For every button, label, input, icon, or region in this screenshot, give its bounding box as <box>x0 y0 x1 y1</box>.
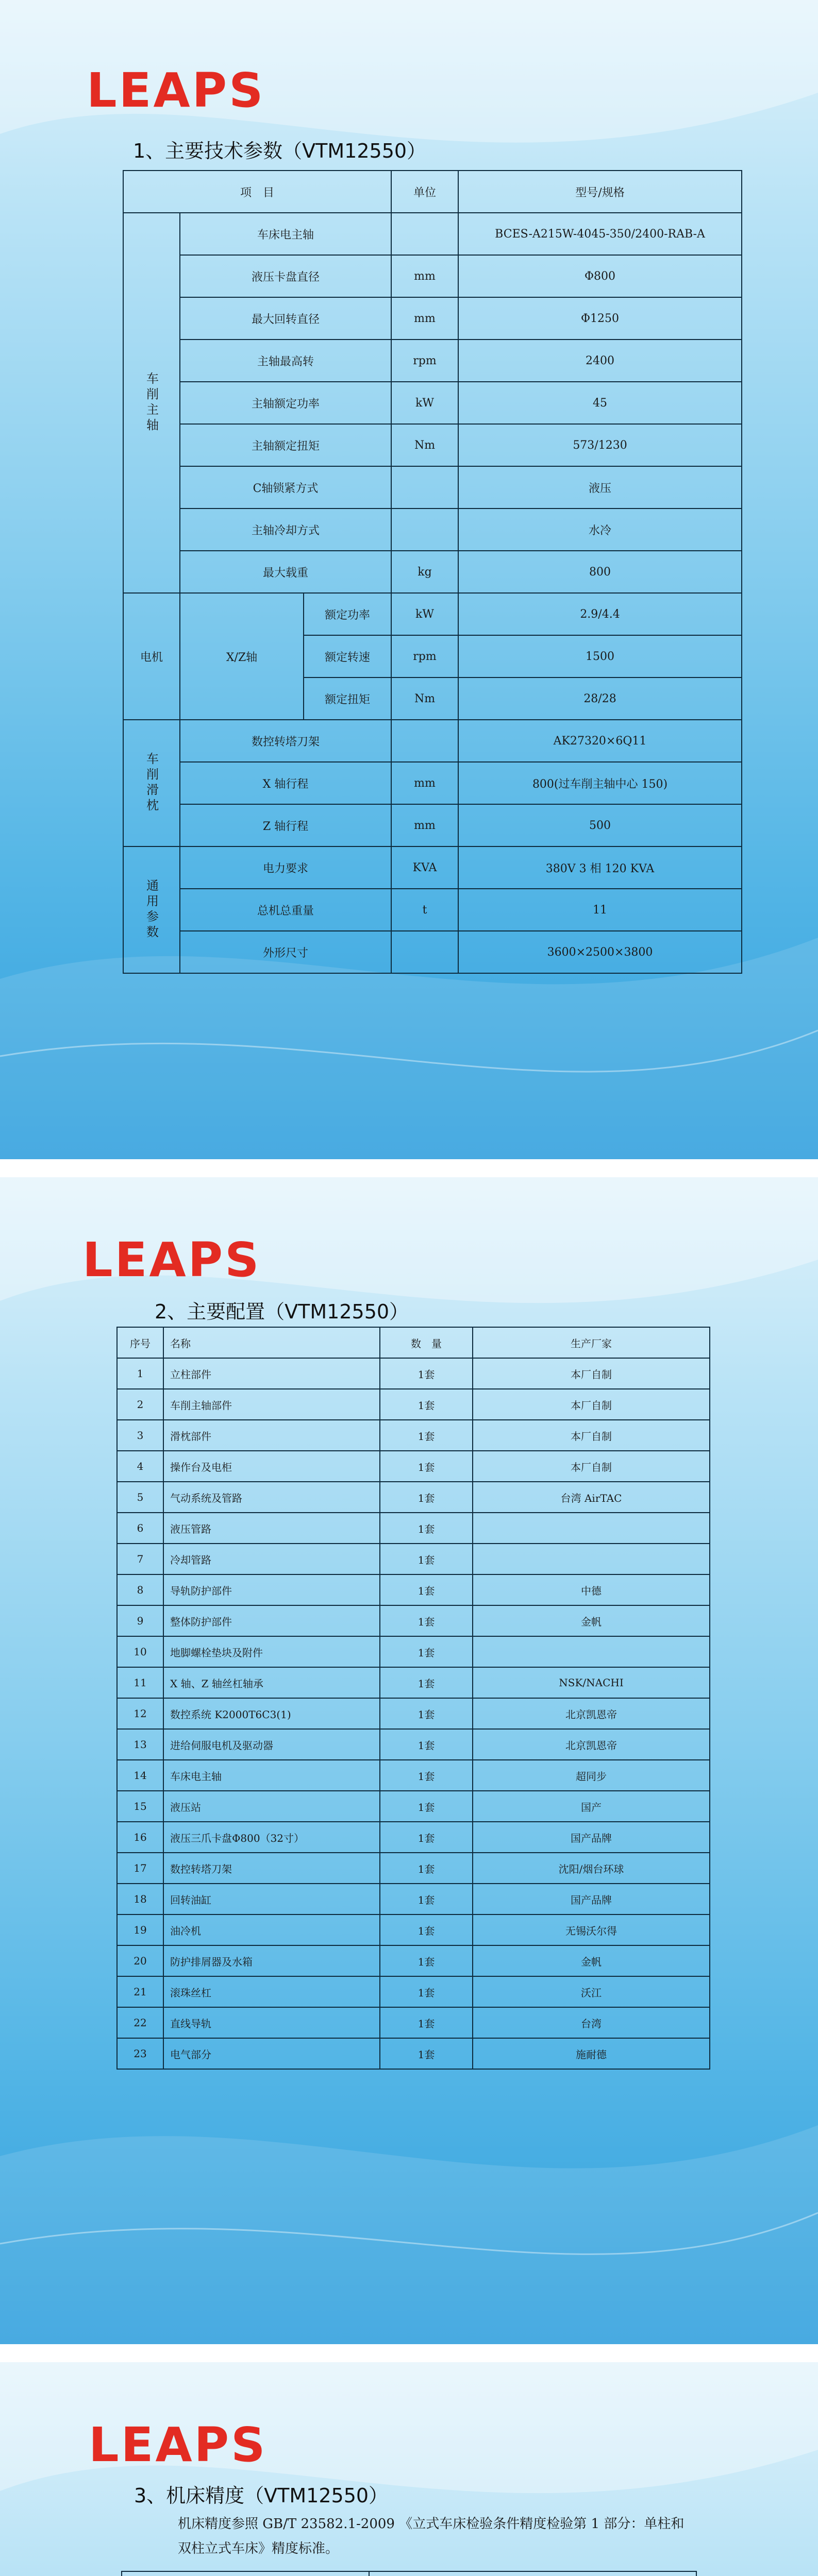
param-name: C轴锁紧方式 <box>180 466 391 509</box>
component-name: 防护排屑器及水箱 <box>163 1945 380 1976</box>
component-name: 数控转塔刀架 <box>163 1853 380 1884</box>
component-name: 滑枕部件 <box>163 1420 380 1451</box>
param-name: 最大载重 <box>180 551 391 593</box>
table-row <box>123 509 742 551</box>
table-row <box>117 1853 710 1884</box>
component-maker: 北京凯恩帝 <box>473 1698 710 1729</box>
component-maker: 台湾 AirTAC <box>473 1482 710 1513</box>
param-name: 额定扭矩 <box>304 677 391 720</box>
component-name: 直线导轨 <box>163 2007 380 2038</box>
param-name: 总机总重量 <box>180 889 391 931</box>
component-maker: 国产品牌 <box>473 1822 710 1853</box>
component-maker: 中德 <box>473 1574 710 1605</box>
param-spec: 2400 <box>458 340 742 382</box>
param-spec: 45 <box>458 382 742 424</box>
panel-configuration <box>0 1177 818 2344</box>
row-number: 10 <box>117 1636 163 1667</box>
param-unit: mm <box>391 762 458 804</box>
row-number: 4 <box>117 1451 163 1482</box>
param-unit: rpm <box>391 635 458 677</box>
param-unit: Nm <box>391 677 458 720</box>
row-number: 13 <box>117 1729 163 1760</box>
component-qty: 1套 <box>380 1760 473 1791</box>
component-maker: 无锡沃尔得 <box>473 1914 710 1945</box>
param-spec: BCES-A215W-4045-350/2400-RAB-A <box>458 213 742 255</box>
param-name: 最大回转直径 <box>180 297 391 340</box>
component-maker: 国产 <box>473 1791 710 1822</box>
component-maker: 本厂自制 <box>473 1389 710 1420</box>
table-row <box>123 889 742 931</box>
component-maker: 超同步 <box>473 1760 710 1791</box>
param-name: 车床电主轴 <box>180 213 391 255</box>
table-row <box>123 804 742 846</box>
table-row <box>123 931 742 973</box>
table-row <box>117 1822 710 1853</box>
row-number: 17 <box>117 1853 163 1884</box>
table-row <box>123 593 742 635</box>
component-maker: 本厂自制 <box>473 1451 710 1482</box>
table-row <box>123 213 742 255</box>
component-qty: 1套 <box>380 1698 473 1729</box>
table-row <box>117 1914 710 1945</box>
table-row <box>123 255 742 297</box>
motor-sub-axis: X/Z轴 <box>180 593 304 720</box>
component-qty: 1套 <box>380 1791 473 1822</box>
table-row <box>117 1574 710 1605</box>
component-qty: 1套 <box>380 1420 473 1451</box>
param-spec: 3600×2500×3800 <box>458 931 742 973</box>
component-maker: NSK/NACHI <box>473 1667 710 1698</box>
precision-intro: 机床精度参照 GB/T 23582.1-2009 《立式车床检验条件精度检验第 1 部分：单柱和双柱立式车床》精度标准。 <box>178 2516 685 2556</box>
panel-technical-params <box>0 0 818 1159</box>
header-spec: 型号/规格 <box>458 171 742 213</box>
group-spindle: 车削主轴 <box>123 213 180 593</box>
param-spec: 500 <box>458 804 742 846</box>
table-row <box>117 1698 710 1729</box>
table-row <box>117 2038 710 2069</box>
header-item <box>122 2571 369 2576</box>
row-number: 23 <box>117 2038 163 2069</box>
param-unit: mm <box>391 297 458 340</box>
param-unit: KVA <box>391 846 458 889</box>
component-maker: 本厂自制 <box>473 1420 710 1451</box>
group-general: 通用参数 <box>123 846 180 973</box>
component-qty: 1套 <box>380 1667 473 1698</box>
table-row <box>123 762 742 804</box>
param-name: 主轴冷却方式 <box>180 509 391 551</box>
row-number: 5 <box>117 1482 163 1513</box>
component-name: 立柱部件 <box>163 1358 380 1389</box>
component-name: 导轨防护部件 <box>163 1574 380 1605</box>
row-number: 8 <box>117 1574 163 1605</box>
table-row <box>117 2007 710 2038</box>
component-name: 油冷机 <box>163 1914 380 1945</box>
param-spec: 水冷 <box>458 509 742 551</box>
component-maker: 沃江 <box>473 1976 710 2007</box>
component-qty: 1套 <box>380 2007 473 2038</box>
precision-table <box>121 2571 697 2576</box>
table-row <box>117 1760 710 1791</box>
component-qty: 1套 <box>380 1482 473 1513</box>
row-number: 21 <box>117 1976 163 2007</box>
param-spec: 573/1230 <box>458 424 742 466</box>
table-row <box>117 1389 710 1420</box>
component-qty: 1套 <box>380 1451 473 1482</box>
row-number: 6 <box>117 1513 163 1544</box>
component-qty: 1套 <box>380 1945 473 1976</box>
component-name: 车削主轴部件 <box>163 1389 380 1420</box>
component-name: 整体防护部件 <box>163 1605 380 1636</box>
row-number: 15 <box>117 1791 163 1822</box>
component-name: 地脚螺栓垫块及附件 <box>163 1636 380 1667</box>
component-qty: 1套 <box>380 1389 473 1420</box>
row-number: 22 <box>117 2007 163 2038</box>
param-name: 额定功率 <box>304 593 391 635</box>
component-name: 车床电主轴 <box>163 1760 380 1791</box>
param-spec: Φ800 <box>458 255 742 297</box>
table-row <box>117 1976 710 2007</box>
component-qty: 1套 <box>380 1884 473 1914</box>
table-row <box>123 720 742 762</box>
component-maker: 本厂自制 <box>473 1358 710 1389</box>
component-qty: 1套 <box>380 1853 473 1884</box>
technical-params-table <box>123 170 742 974</box>
row-number: 12 <box>117 1698 163 1729</box>
component-qty: 1套 <box>380 1822 473 1853</box>
component-maker <box>473 1544 710 1574</box>
component-qty: 1套 <box>380 1729 473 1760</box>
table-row <box>117 1420 710 1451</box>
row-number: 7 <box>117 1544 163 1574</box>
param-spec: AK27320×6Q11 <box>458 720 742 762</box>
row-number: 16 <box>117 1822 163 1853</box>
component-qty: 1套 <box>380 1574 473 1605</box>
param-unit: t <box>391 889 458 931</box>
section-title: 1、主要技术参数（VTM12550） <box>133 140 427 162</box>
param-name: Z 轴行程 <box>180 804 391 846</box>
group-motor: 电机 <box>123 593 180 720</box>
param-spec: 380V 3 相 120 KVA <box>458 846 742 889</box>
table-row <box>123 382 742 424</box>
component-maker: 金帆 <box>473 1945 710 1976</box>
component-maker: 施耐德 <box>473 2038 710 2069</box>
row-number: 20 <box>117 1945 163 1976</box>
component-name: 电气部分 <box>163 2038 380 2069</box>
table-row <box>117 1667 710 1698</box>
component-qty: 1套 <box>380 2038 473 2069</box>
component-maker: 金帆 <box>473 1605 710 1636</box>
param-spec: 1500 <box>458 635 742 677</box>
brand-logo: LEAPS <box>82 1232 261 1287</box>
component-qty: 1套 <box>380 1914 473 1945</box>
param-name: 主轴最高转 <box>180 340 391 382</box>
header-name: 名称 <box>163 1327 380 1358</box>
row-number: 9 <box>117 1605 163 1636</box>
table-row <box>117 1544 710 1574</box>
component-name: 操作台及电柜 <box>163 1451 380 1482</box>
param-unit: mm <box>391 255 458 297</box>
table-row <box>117 1729 710 1760</box>
param-unit: Nm <box>391 424 458 466</box>
table-row <box>123 297 742 340</box>
param-unit: kW <box>391 593 458 635</box>
header-item: 项 目 <box>123 171 391 213</box>
table-row <box>117 1884 710 1914</box>
component-name: 液压站 <box>163 1791 380 1822</box>
table-row <box>117 1791 710 1822</box>
table-row <box>123 340 742 382</box>
configuration-table <box>116 1327 710 2070</box>
row-number: 1 <box>117 1358 163 1389</box>
component-name: 液压三爪卡盘Φ800（32寸） <box>163 1822 380 1853</box>
row-number: 19 <box>117 1914 163 1945</box>
row-number: 11 <box>117 1667 163 1698</box>
param-spec: 28/28 <box>458 677 742 720</box>
param-unit <box>391 931 458 973</box>
table-row <box>123 424 742 466</box>
header-no: 序号 <box>117 1327 163 1358</box>
param-name: 主轴额定功率 <box>180 382 391 424</box>
param-unit: kg <box>391 551 458 593</box>
table-row <box>117 1482 710 1513</box>
header-qty: 数 量 <box>380 1327 473 1358</box>
header-standard <box>369 2571 696 2576</box>
component-qty: 1套 <box>380 1358 473 1389</box>
param-unit: kW <box>391 382 458 424</box>
group-turret: 车削滑枕 <box>123 720 180 846</box>
component-qty: 1套 <box>380 1605 473 1636</box>
param-spec: 800(过车削主轴中心 150) <box>458 762 742 804</box>
param-name: X 轴行程 <box>180 762 391 804</box>
table-row <box>123 846 742 889</box>
row-number: 2 <box>117 1389 163 1420</box>
row-number: 18 <box>117 1884 163 1914</box>
table-row <box>123 551 742 593</box>
header-unit: 单位 <box>391 171 458 213</box>
component-name: X 轴、Z 轴丝杠轴承 <box>163 1667 380 1698</box>
param-unit: mm <box>391 804 458 846</box>
param-name: 液压卡盘直径 <box>180 255 391 297</box>
section-title: 3、机床精度（VTM12550） <box>134 2484 389 2507</box>
table-row <box>117 1513 710 1544</box>
section-title: 2、主要配置（VTM12550） <box>155 1300 409 1323</box>
component-maker: 台湾 <box>473 2007 710 2038</box>
table-row <box>117 1605 710 1636</box>
component-name: 回转油缸 <box>163 1884 380 1914</box>
component-name: 气动系统及管路 <box>163 1482 380 1513</box>
component-name: 滚珠丝杠 <box>163 1976 380 2007</box>
panel-precision <box>0 2362 818 2576</box>
component-name: 冷却管路 <box>163 1544 380 1574</box>
param-unit <box>391 720 458 762</box>
component-name: 进给伺服电机及驱动器 <box>163 1729 380 1760</box>
component-name: 数控系统 K2000T6C3(1) <box>163 1698 380 1729</box>
param-spec: 液压 <box>458 466 742 509</box>
component-maker: 北京凯恩帝 <box>473 1729 710 1760</box>
table-row <box>123 466 742 509</box>
param-unit: rpm <box>391 340 458 382</box>
param-spec: Φ1250 <box>458 297 742 340</box>
table-row <box>117 1945 710 1976</box>
brand-logo: LEAPS <box>89 2417 268 2472</box>
param-name: 外形尺寸 <box>180 931 391 973</box>
param-unit <box>391 213 458 255</box>
row-number: 14 <box>117 1760 163 1791</box>
table-row <box>117 1358 710 1389</box>
component-qty: 1套 <box>380 1976 473 2007</box>
component-qty: 1套 <box>380 1636 473 1667</box>
param-spec: 800 <box>458 551 742 593</box>
component-maker: 国产品牌 <box>473 1884 710 1914</box>
param-unit <box>391 466 458 509</box>
component-maker: 沈阳/烟台环球 <box>473 1853 710 1884</box>
param-name: 额定转速 <box>304 635 391 677</box>
header-maker: 生产厂家 <box>473 1327 710 1358</box>
component-name: 液压管路 <box>163 1513 380 1544</box>
param-name: 电力要求 <box>180 846 391 889</box>
param-spec: 11 <box>458 889 742 931</box>
param-spec: 2.9/4.4 <box>458 593 742 635</box>
brand-logo: LEAPS <box>87 63 265 118</box>
param-name: 主轴额定扭矩 <box>180 424 391 466</box>
param-unit <box>391 509 458 551</box>
component-qty: 1套 <box>380 1544 473 1574</box>
component-maker <box>473 1636 710 1667</box>
component-maker <box>473 1513 710 1544</box>
component-qty: 1套 <box>380 1513 473 1544</box>
param-name: 数控转塔刀架 <box>180 720 391 762</box>
table-row <box>117 1451 710 1482</box>
row-number: 3 <box>117 1420 163 1451</box>
table-row <box>117 1636 710 1667</box>
